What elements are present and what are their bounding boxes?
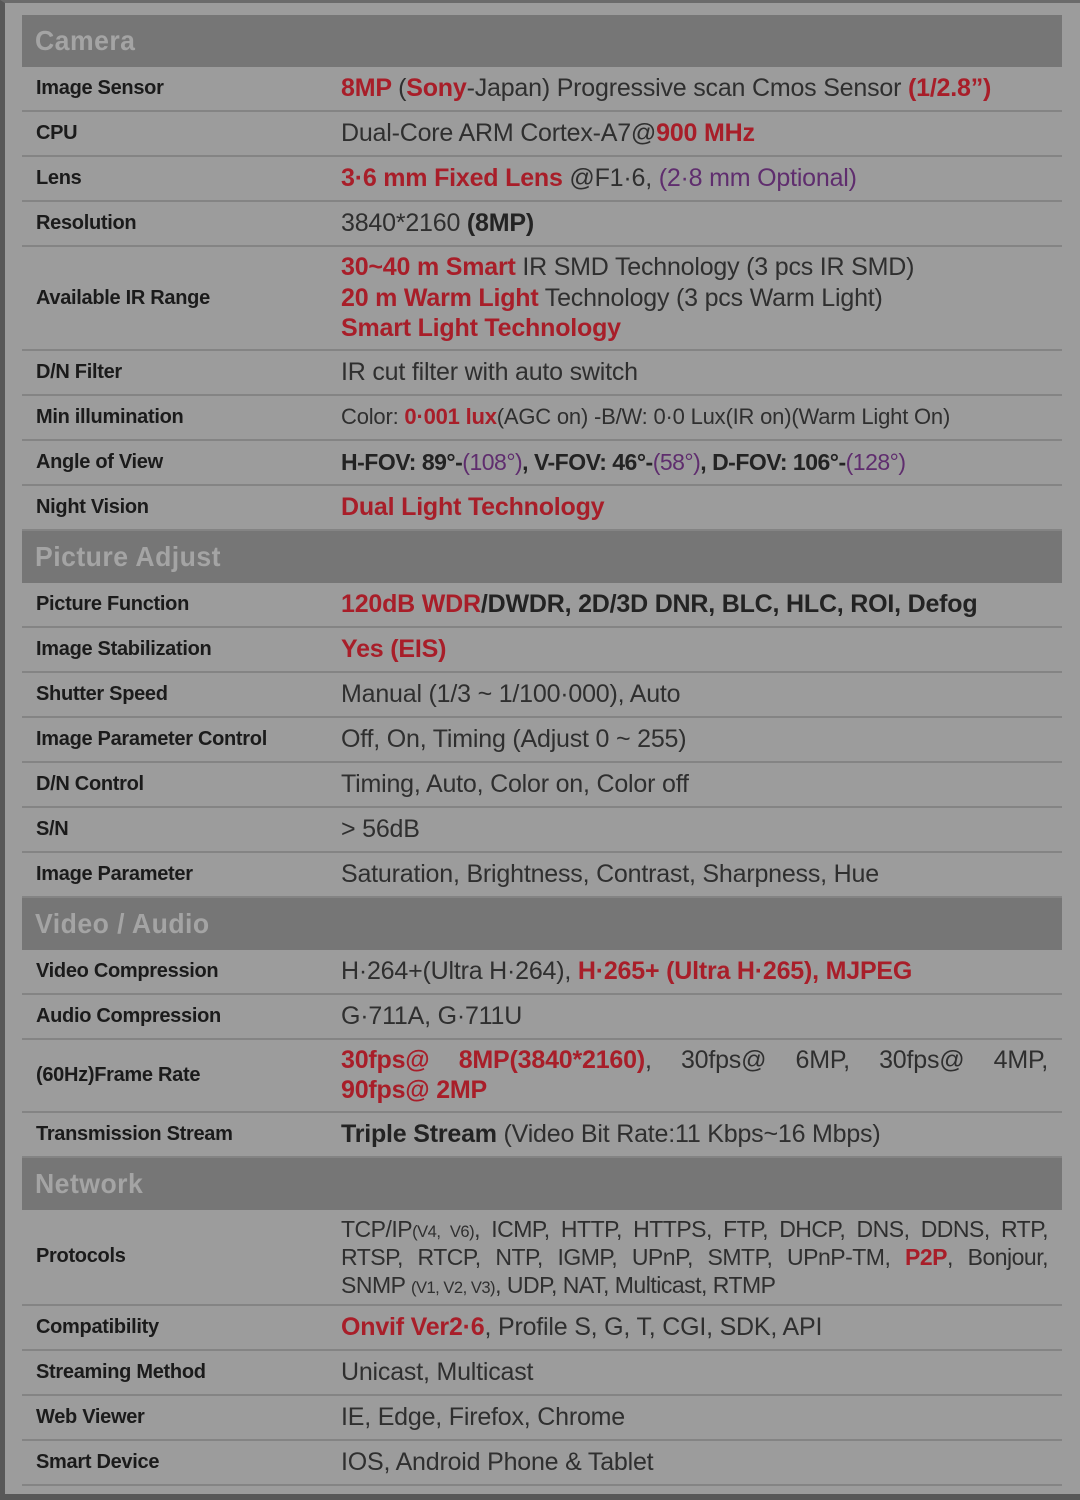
value-segment: ( [398, 74, 407, 103]
value-line [341, 1215, 1048, 1243]
value-segment: 3·6 mm Fixed Lens [341, 164, 563, 193]
value-line [341, 208, 1048, 239]
spec-value [341, 208, 1062, 239]
value-line [341, 1271, 1048, 1299]
value-segment: Saturation, Brightness, Contrast, Sharpness, Hue [341, 859, 879, 888]
spec-row [22, 763, 1062, 808]
spec-value [341, 252, 1062, 344]
value-segment: /DWDR, 2D/3D DNR, BLC, HLC, ROI, Defog [480, 589, 978, 618]
spec-row [22, 396, 1062, 441]
value-segment: (V1, V2, V3) [410, 1277, 496, 1297]
section-title: Network [35, 1167, 144, 1199]
value-segment: Manual (1/3 ~ 1/100·000), Auto [341, 679, 681, 708]
section-title: Picture Adjust [35, 540, 221, 572]
value-segment: 900 MHz [656, 119, 755, 148]
value-segment: (58°) [652, 448, 701, 475]
section-title: Video / Audio [35, 907, 210, 939]
value-line [341, 313, 1048, 344]
spec-value [341, 118, 1062, 149]
spec-value [341, 769, 1062, 800]
value-segment: SNMP [341, 1271, 411, 1298]
spec-label: Transmission Stream [36, 1122, 233, 1145]
value-segment: , 30fps@ 6MP, 30fps@ 4MP, [644, 1045, 1048, 1074]
value-segment: IR cut filter with auto switch [341, 357, 638, 386]
spec-row [22, 441, 1062, 486]
spec-row [22, 112, 1062, 157]
spec-label: S/N [36, 817, 69, 840]
value-segment: IR SMD Technology (3 pcs IR SMD) [515, 253, 915, 281]
spec-table [22, 15, 1062, 1486]
spec-row [22, 157, 1062, 202]
spec-label: Image Parameter [36, 862, 193, 885]
spec-label: Image Stabilization [36, 637, 212, 660]
spec-label: Shutter Speed [36, 682, 168, 705]
value-segment: 3840*2160 [341, 209, 467, 238]
spec-row [22, 673, 1062, 718]
spec-label: Web Viewer [36, 1405, 145, 1428]
spec-label: Protocols [36, 1245, 126, 1268]
spec-label: Smart Device [36, 1450, 160, 1473]
spec-label: Image Sensor [36, 77, 164, 100]
spec-value [341, 1312, 1062, 1343]
spec-value [341, 1119, 1062, 1150]
value-line [341, 1243, 1048, 1271]
value-segment: (2·8 mm Optional) [658, 164, 857, 193]
value-segment: H-FOV: 89°- [341, 448, 463, 475]
value-line [341, 73, 1048, 104]
value-line [341, 283, 1048, 314]
spec-value [341, 73, 1062, 104]
value-line [341, 1402, 1048, 1433]
spec-value [341, 163, 1062, 194]
spec-value [341, 404, 1062, 431]
value-segment: G·711A, G·711U [341, 1001, 523, 1030]
value-segment: Onvif Ver2·6 [341, 1312, 485, 1341]
value-segment: Dual-Core ARM Cortex-A7@ [341, 119, 657, 148]
value-line [341, 492, 1048, 523]
spec-value [341, 1045, 1062, 1106]
value-segment: 0·001 lux [404, 403, 497, 429]
spec-row [22, 1441, 1062, 1486]
value-segment: Color: [341, 403, 405, 429]
spec-label: (60Hz)Frame Rate [36, 1063, 201, 1086]
spec-value [341, 1447, 1062, 1478]
value-line [341, 679, 1048, 710]
value-segment: (Video Bit Rate:11 Kbps~16 Mbps) [503, 1119, 881, 1148]
value-segment: Timing, Auto, Color on, Color off [341, 769, 689, 798]
value-line [341, 956, 1048, 987]
spec-label: Video Compression [36, 959, 219, 982]
value-segment: IOS, Android Phone & Tablet [341, 1447, 654, 1476]
value-line [341, 1312, 1048, 1343]
value-line [341, 1075, 1048, 1106]
spec-value [341, 492, 1062, 523]
value-line [341, 769, 1048, 800]
spec-value [341, 679, 1062, 710]
value-segment: , V-FOV: 46°- [522, 448, 653, 475]
value-segment: (1/2.8”) [907, 74, 992, 103]
spec-value [341, 1001, 1062, 1032]
value-line [341, 252, 1048, 283]
value-line [341, 1119, 1048, 1150]
value-line [341, 1001, 1048, 1032]
section-header-network [22, 1158, 1062, 1210]
spec-value [341, 589, 1062, 620]
spec-label: D/N Control [36, 772, 144, 795]
value-line [341, 404, 1048, 431]
value-segment: Dual Light Technology [341, 492, 605, 521]
value-segment: 30~40 m Smart [341, 253, 516, 281]
value-segment: (V4, V6) [412, 1221, 475, 1241]
spec-row [22, 202, 1062, 247]
spec-row [22, 628, 1062, 673]
spec-value [341, 859, 1062, 890]
spec-row [22, 718, 1062, 763]
value-segment: Smart Light Technology [341, 314, 621, 342]
spec-value [341, 814, 1062, 845]
value-segment: P2P [905, 1243, 948, 1270]
spec-value [341, 724, 1062, 755]
spec-row [22, 995, 1062, 1040]
value-segment: 20 m Warm Light [341, 283, 539, 312]
value-segment: (8MP) [466, 209, 534, 238]
value-segment: RTSP, RTCP, NTP, IGMP, UPnP, SMTP, UPnP-TM, [341, 1243, 906, 1270]
spec-row [22, 1351, 1062, 1396]
value-line [341, 1447, 1048, 1478]
section-header-video-audio [22, 898, 1062, 950]
value-segment: H·264+(Ultra H·264), [341, 956, 578, 985]
spec-row [22, 950, 1062, 995]
value-line [341, 118, 1048, 149]
value-segment: 120dB WDR [341, 589, 481, 618]
value-segment: Yes (EIS) [341, 634, 447, 663]
spec-row [22, 853, 1062, 898]
spec-label: Night Vision [36, 495, 149, 518]
spec-label: Angle of View [36, 450, 163, 473]
value-line [341, 814, 1048, 845]
spec-label: Available IR Range [36, 286, 210, 309]
value-segment: , Profile S, G, T, CGI, SDK, API [484, 1312, 823, 1341]
spec-value [341, 448, 1062, 476]
value-line [341, 859, 1048, 890]
value-segment: Technology (3 pcs Warm Light) [538, 283, 883, 312]
value-segment: , ICMP, HTTP, HTTPS, FTP, DHCP, DNS, DDNS, RTP, [474, 1215, 1048, 1242]
value-segment: (AGC on) -B/W: 0·0 Lux(IR on)(Warm Light On) [496, 403, 951, 429]
spec-row [22, 808, 1062, 853]
spec-label: D/N Filter [36, 360, 122, 383]
value-segment: H·265+ (Ultra H·265), MJPEG [577, 956, 913, 985]
section-header-camera [22, 15, 1062, 67]
spec-value [341, 1215, 1062, 1299]
value-segment: TCP/IP [341, 1215, 413, 1242]
spec-label: Lens [36, 167, 82, 190]
value-segment: Triple Stream [341, 1119, 504, 1148]
spec-row [22, 486, 1062, 531]
spec-value [341, 956, 1062, 987]
value-line [341, 448, 1048, 476]
value-segment: 8MP [341, 74, 399, 103]
value-line [341, 589, 1048, 620]
value-segment: , D-FOV: 106°- [700, 448, 846, 475]
value-line [341, 724, 1048, 755]
value-segment: (128°) [845, 448, 906, 475]
spec-row [22, 67, 1062, 112]
spec-label: Picture Function [36, 592, 189, 615]
spec-row [22, 1306, 1062, 1351]
value-segment: , Bonjour, [947, 1243, 1048, 1270]
spec-value [341, 357, 1062, 388]
value-segment: , UDP, NAT, Multicast, RTMP [495, 1271, 776, 1298]
value-segment: -Japan) Progressive scan Cmos Sensor [466, 74, 908, 103]
value-segment: Sony [406, 74, 467, 103]
spec-label: Audio Compression [36, 1004, 221, 1027]
value-line [341, 1045, 1048, 1076]
spec-row [22, 1113, 1062, 1158]
spec-label: Compatibility [36, 1315, 159, 1338]
value-line [341, 357, 1048, 388]
spec-value [341, 1357, 1062, 1388]
spec-row [22, 1396, 1062, 1441]
spec-label: Min illumination [36, 405, 184, 428]
value-segment: @F1·6, [562, 164, 659, 193]
value-segment: IE, Edge, Firefox, Chrome [341, 1402, 626, 1431]
spec-row [22, 351, 1062, 396]
spec-row [22, 1210, 1062, 1306]
spec-label: Streaming Method [36, 1360, 206, 1383]
value-line [341, 634, 1048, 665]
value-segment: Off, On, Timing (Adjust 0 ~ 255) [341, 724, 687, 753]
value-line [341, 1357, 1048, 1388]
value-segment: > 56dB [341, 814, 420, 843]
value-line [341, 163, 1048, 194]
section-header-picture-adjust [22, 531, 1062, 583]
spec-value [341, 634, 1062, 665]
spec-row [22, 1040, 1062, 1113]
section-title: Camera [35, 25, 136, 56]
spec-row [22, 583, 1062, 628]
spec-label: Resolution [36, 212, 137, 235]
spec-row [22, 247, 1062, 351]
spec-value [341, 1402, 1062, 1433]
value-segment: Unicast, Multicast [341, 1357, 534, 1386]
spec-label: CPU [36, 122, 78, 145]
value-segment: (108°) [462, 448, 523, 475]
value-segment: 90fps@ 2MP [341, 1076, 488, 1104]
value-segment: 30fps@ 8MP(3840*2160) [341, 1045, 645, 1074]
spec-label: Image Parameter Control [36, 727, 267, 750]
